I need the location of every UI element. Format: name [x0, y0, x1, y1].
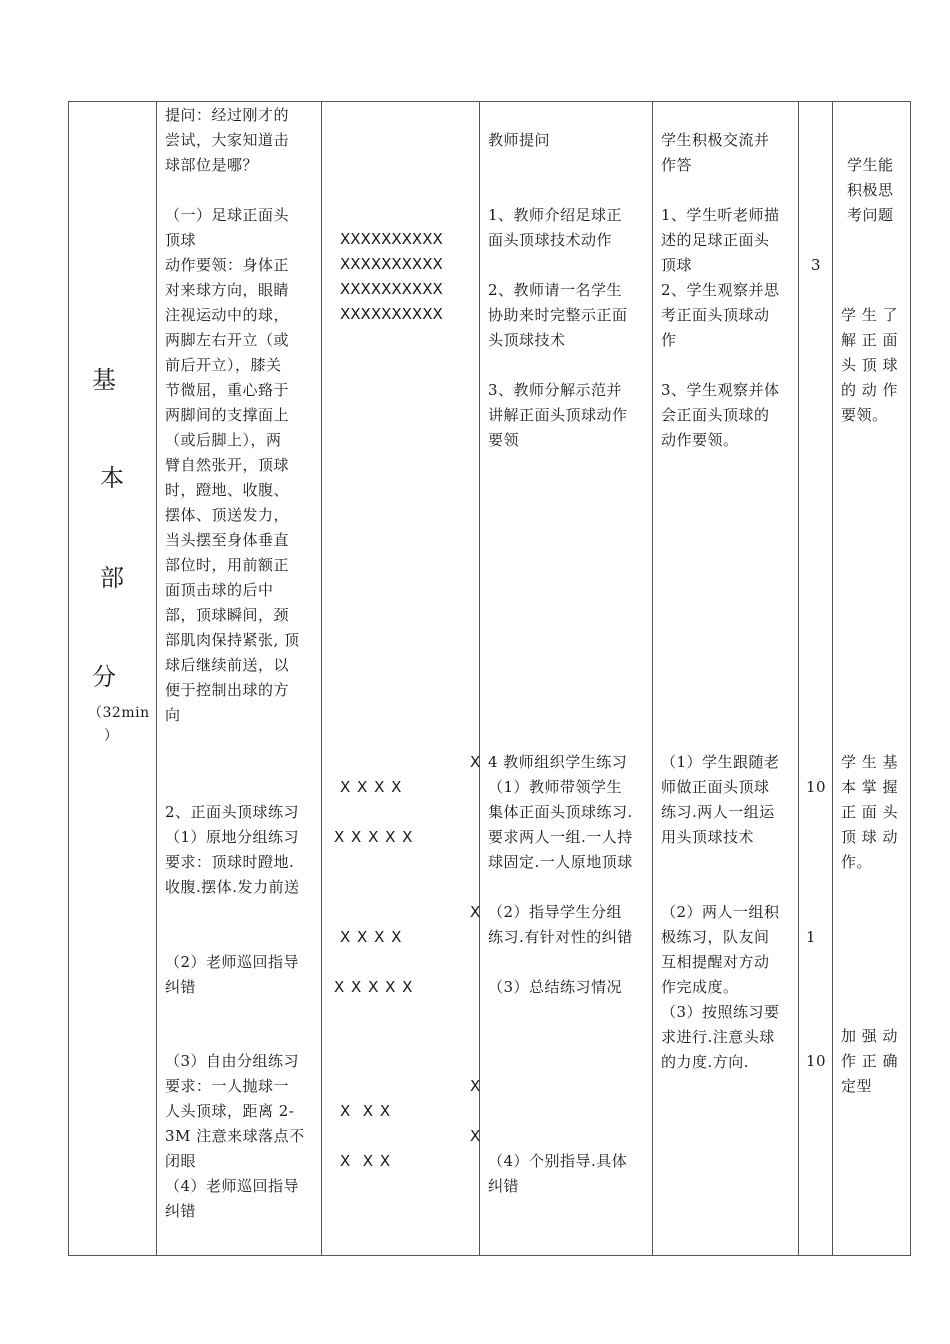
teacher-line: 集体正面头顶球练习.	[488, 803, 633, 821]
student-line: 顶球	[661, 256, 693, 274]
formation-row: XXXXXXXXXX	[340, 305, 443, 323]
effect-line: 考问题	[847, 206, 894, 224]
effect-line: 作。	[841, 853, 873, 871]
student-line: 学生积极交流并	[661, 131, 770, 149]
formation-row: XXXXXXXXXX	[340, 280, 443, 298]
student-line: 师做正面头顶球	[661, 778, 770, 796]
column-divider	[652, 102, 653, 1255]
student-line: 动作要领。	[661, 431, 739, 449]
formation-row: XXXXXXXXXX	[340, 255, 443, 273]
student-line: 3、学生观察并体	[661, 381, 780, 399]
formation-marker: X	[470, 903, 482, 921]
effect-line: 学 生 了	[841, 306, 899, 324]
student-line: 作答	[661, 156, 693, 174]
content-line: 纠错	[165, 978, 197, 996]
content-line: 部肌肉保持紧张, 顶	[165, 631, 300, 649]
effect-line: 顶 球 动	[841, 828, 899, 846]
content-line: 节微屈，重心臵于	[165, 381, 290, 399]
student-line: 用头顶球技术	[661, 828, 755, 846]
content-line: 要求：一人抛球一	[165, 1077, 290, 1095]
content-line: 注视运动中的球，	[165, 306, 290, 324]
student-line: （2）两人一组积	[661, 903, 780, 921]
section-char: 本	[100, 464, 125, 492]
content-line: 对来球方向，眼睛	[165, 281, 290, 299]
content-line: 两脚间的支撑面上	[165, 406, 290, 424]
content-line: 时，蹬地、收腹、	[165, 481, 290, 499]
teacher-line: 纠错	[488, 1177, 520, 1195]
effect-line: 学 生 基	[841, 753, 899, 771]
formation-row: X X X X	[340, 778, 403, 796]
column-divider	[798, 102, 799, 1255]
teacher-line: 球固定.一人原地顶球	[488, 853, 633, 871]
teacher-line: 练习.有针对性的纠错	[488, 928, 633, 946]
content-line: （1）原地分组练习	[165, 828, 300, 846]
content-line: 要求：顶球时蹬地.	[165, 853, 295, 871]
content-line: 顶球	[165, 231, 197, 249]
content-line: 动作要领：身体正	[165, 256, 290, 274]
section-time: ）	[104, 728, 119, 744]
formation-row: X X X X	[340, 928, 403, 946]
section-char: 部	[100, 564, 125, 592]
student-line: （3）按照练习要	[661, 1003, 780, 1021]
teacher-line: 要领	[488, 431, 520, 449]
section-char: 分	[92, 663, 117, 691]
teacher-line: （2）指导学生分组	[488, 903, 623, 921]
effect-line: 正 面 头	[841, 803, 899, 821]
formation-row: X X X X X	[334, 828, 414, 846]
content-line: （一）足球正面头	[165, 206, 290, 224]
teacher-line: 要求两人一组.一人持	[488, 828, 633, 846]
student-line: 2、学生观察并思	[661, 281, 780, 299]
teacher-line: 1、教师介绍足球正	[488, 206, 623, 224]
effect-line: 积极思	[847, 181, 894, 199]
time-value: 10	[806, 778, 827, 796]
student-line: 述的足球正面头	[661, 231, 770, 249]
content-line: 面顶击球的后中	[165, 581, 274, 599]
content-line: 摆体、顶送发力，	[165, 506, 290, 524]
teacher-line: 面头顶球技术动作	[488, 231, 613, 249]
effect-line: 学生能	[847, 156, 894, 174]
content-line: 尝试，大家知道击	[165, 131, 290, 149]
formation-row: XXXXXXXXXX	[340, 230, 443, 248]
teacher-line: （1）教师带领学生	[488, 778, 623, 796]
content-line: 3M 注意来球落点不	[165, 1127, 305, 1145]
student-line: 求进行.注意头球	[661, 1028, 775, 1046]
student-line: 练习.两人一组运	[661, 803, 775, 821]
content-line: 球后继续前送，以	[165, 656, 290, 674]
effect-line: 定型	[841, 1077, 873, 1095]
content-line: 人头顶球，距离 2-	[165, 1102, 295, 1120]
formation-marker: X	[470, 1077, 482, 1095]
effect-line: 本 掌 握	[841, 778, 899, 796]
column-divider	[321, 102, 322, 1255]
content-line: 前后开立），膝关	[165, 356, 282, 374]
content-line: 纠错	[165, 1202, 197, 1220]
effect-line: 加 强 动	[841, 1027, 899, 1045]
student-line: 会正面头顶球的	[661, 406, 770, 424]
teacher-line: 头顶球技术	[488, 331, 566, 349]
student-line: 作	[661, 331, 677, 349]
teacher-line: （4）个别指导.具体	[488, 1152, 628, 1170]
column-divider	[156, 102, 157, 1255]
content-line: （3）自由分组练习	[165, 1052, 300, 1070]
content-line: 两脚左右开立（或	[165, 331, 290, 349]
student-line: 考正面头顶球动	[661, 306, 770, 324]
formation-row: X X X X X	[334, 978, 414, 996]
student-line: 极练习，队友间	[661, 928, 770, 946]
effect-line: 要领。	[841, 406, 888, 424]
formation-marker: X	[470, 753, 482, 771]
content-line: 球部位是哪？	[165, 156, 259, 174]
student-line: （1）学生跟随老	[661, 753, 780, 771]
effect-line: 解 正 面	[841, 331, 899, 349]
teacher-line: （3）总结练习情况	[488, 978, 623, 996]
section-time: （32min	[88, 705, 150, 721]
teacher-line: 4 教师组织学生练习	[488, 753, 628, 771]
content-line: 当头摆至身体垂直	[165, 531, 290, 549]
teacher-line: 3、教师分解示范并	[488, 381, 623, 399]
time-value: 3	[811, 256, 822, 274]
content-line: 2、正面头顶球练习	[165, 803, 300, 821]
section-char: 基	[92, 366, 117, 394]
content-line: 闭眼	[165, 1152, 197, 1170]
time-value: 10	[806, 1052, 827, 1070]
effect-line: 头 顶 球	[841, 356, 899, 374]
content-line: 向	[165, 706, 181, 724]
student-line: 1、学生听老师描	[661, 206, 780, 224]
formation-row: X X X	[340, 1102, 392, 1120]
content-line: 提问：经过刚才的	[165, 106, 290, 124]
content-line: 收腹.摆体.发力前送	[165, 878, 300, 896]
teacher-line: 教师提问	[488, 131, 551, 149]
content-line: （2）老师巡回指导	[165, 953, 300, 971]
content-line: 便于控制出球的方	[165, 681, 290, 699]
teacher-line: 2、教师请一名学生	[488, 281, 623, 299]
content-line: 部，顶球瞬间，颈	[165, 606, 290, 624]
formation-row: X X X	[340, 1152, 392, 1170]
time-value: 1	[806, 928, 817, 946]
content-line: （或后脚上），两	[165, 431, 282, 449]
effect-line: 的 动 作	[841, 381, 899, 399]
column-divider	[832, 102, 833, 1255]
teacher-line: 协助来时完整示正面	[488, 306, 628, 324]
content-line: 部位时，用前额正	[165, 556, 290, 574]
content-line: （4）老师巡回指导	[165, 1177, 300, 1195]
content-line: 臂自然张开，顶球	[165, 456, 290, 474]
student-line: 作完成度。	[661, 978, 739, 996]
effect-line: 作 正 确	[841, 1052, 899, 1070]
student-line: 互相提醒对方动	[661, 953, 770, 971]
teacher-line: 讲解正面头顶球动作	[488, 406, 628, 424]
student-line: 的力度.方向.	[661, 1053, 750, 1071]
formation-marker: X	[470, 1127, 482, 1145]
